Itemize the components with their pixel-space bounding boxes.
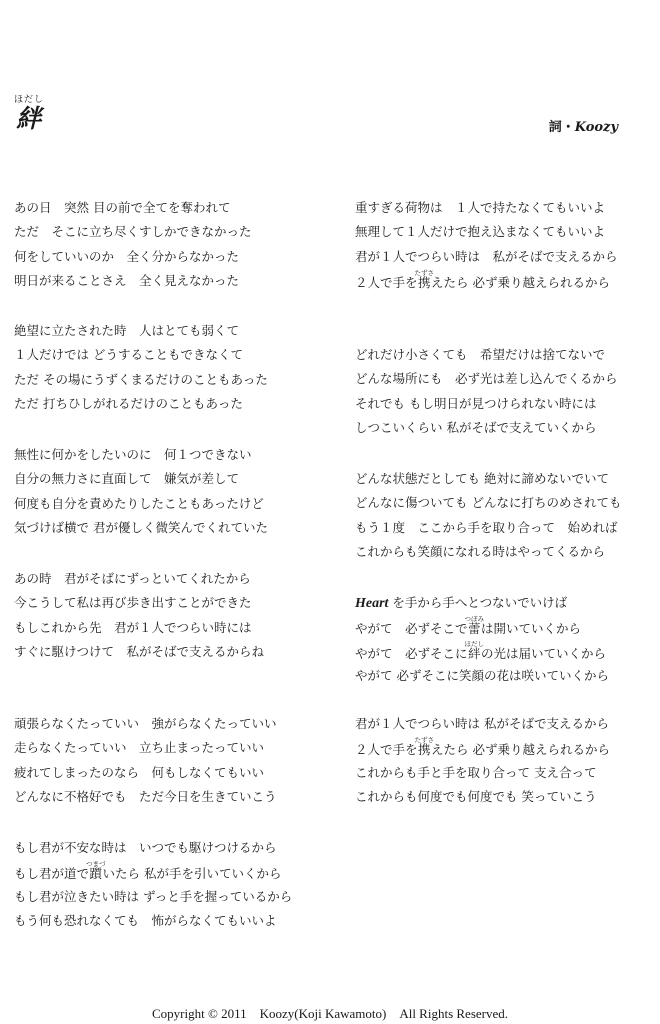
lyric-line: これからも何度でも何度でも 笑っていこう [355,789,597,805]
lyric-line: 君が１人でつらい時は 私がそばで支えるから [355,716,609,731]
lyrics-stanza [355,712,610,810]
lyric-line: すぐに駆けつけて 私がそばで支えるからね [14,644,265,660]
lyric-line: もし君が道で躓つまづいたら 私が手を引いていくから [14,860,282,882]
lyric-line: どんな状態だとしても 絶対に諦めないでいて [355,471,609,486]
lyrics-stanza [14,196,252,294]
lyric-line: １人だけでは どうすることもできなくて [14,347,243,363]
lyrics-stanza [14,836,292,934]
lyric-line: 無性に何かをしたいのに 何１つできない [14,447,252,462]
lyric-line: 何をしていいのか 全く分からなかった [14,248,240,264]
furigana-tsumazu: 躓つまづ [86,860,106,882]
furigana-tazusa: 携たずさ [414,736,435,758]
lyric-line: 疲れてしまったのなら 何もしなくてもいい [14,764,265,780]
lyric-line: 自分の無力さに直面して 嫌気が差して [14,471,240,487]
lyric-line: 重すぎる荷物は １人で持たなくてもいいよ [355,200,606,215]
lyric-line: これからも手と手を取り合って 支え合って [355,764,597,780]
lyrics-stanza [355,467,621,565]
lyricist-credit [549,116,618,135]
page-title: 絆 [16,104,42,133]
lyrics-stanza [14,319,268,417]
lyric-line: 気づけば横で 君が優しく微笑んでくれていた [14,520,268,536]
lyrics-stanza [355,343,618,441]
lyric-line: もし君が不安な時は いつでも駆けつけるから [14,840,277,855]
lyric-line: 何度も自分を責めたりしたこともあったけど [14,495,264,511]
credit-author: Koozy [574,120,618,135]
lyric-line: 頑張らなくたっていい 強がらなくたっていい [14,716,277,731]
title-ruby: ほだし [14,95,45,105]
lyric-line: ２人で手を携たずさえたら 必ず乗り越えられるから [355,736,610,758]
lyrics-stanza [355,591,609,689]
lyric-line: ただ 打ちひしがれるだけのこともあった [14,396,243,412]
lyric-line: 明日が来ることさえ 全く見えなかった [14,273,240,289]
lyrics-stanza [14,567,264,665]
lyric-line: どれだけ小さくても 希望だけは捨てないで [355,347,606,362]
lyric-line: 君が１人でつらい時は 私がそばで支えるから [355,248,618,264]
copyright-footer: Copyright © 2011 Koozy(Koji Kawamoto) All Rights Reserved. [151,1006,509,1021]
lyric-line: しつこいくらい 私がそばで支えていくから [355,420,597,436]
lyric-line: やがて 必ずそこで蕾つぼみは開いていくから [355,615,582,637]
lyric-line: どんな場所にも 必ず光は差し込んでくるから [355,371,618,387]
heart-word: Heart [355,596,389,611]
lyric-line: もう１度 ここから手を取り合って 始めれば [355,519,618,535]
lyric-line: もし君が泣きたい時は ずっと手を握っているから [14,888,293,904]
credit-label: 詞・ [548,120,575,135]
lyric-line: 今こうして私は再び歩き出すことができた [14,595,252,611]
lyric-line: ただ その場にうずくまるだけのこともあった [14,371,268,387]
lyric-line: それでも もし明日が見つけられない時には [355,395,597,411]
lyrics-stanza [355,196,618,294]
lyric-line: ただ そこに立ち尽くすしかできなかった [14,224,252,240]
furigana-hodashi: 絆ほだし [464,639,485,661]
lyric-line: 絶望に立たされた時 人はとても弱くて [14,323,240,338]
lyric-line: Heart を手から手へとつないでいけば [355,595,568,611]
lyrics-stanza [14,443,268,541]
lyric-line: もしこれから先 君が１人でつらい時には [14,619,252,635]
lyric-line: これからも笑顔になれる時はやってくるから [355,544,606,560]
lyric-line: どんなに不格好でも ただ今日を生きていこう [14,789,277,805]
lyric-line: あの日 突然 目の前で全てを奪われて [14,200,231,215]
lyric-line: 無理して１人だけで抱え込まなくてもいいよ [355,224,606,240]
lyric-line: もう何も恐れなくても 怖がらなくてもいいよ [14,913,277,929]
furigana-tsubomi: 蕾つぼみ [464,615,485,637]
lyric-line: やがて 必ずそこに笑顔の花は咲いていくから [355,668,609,684]
lyric-line: やがて 必ずそこに絆ほだしの光は届いていくから [355,639,607,661]
furigana-tazusa: 携たずさ [414,269,435,291]
lyric-line: 走らなくたっていい 立ち止まったっていい [14,740,265,756]
lyrics-stanza [14,712,277,810]
lyric-line: どんなに傷ついても どんなに打ちのめされても [355,495,622,511]
lyric-line: あの時 君がそばにずっといてくれたから [14,571,251,586]
lyric-line: ２人で手を携たずさえたら 必ず乗り越えられるから [355,269,610,291]
